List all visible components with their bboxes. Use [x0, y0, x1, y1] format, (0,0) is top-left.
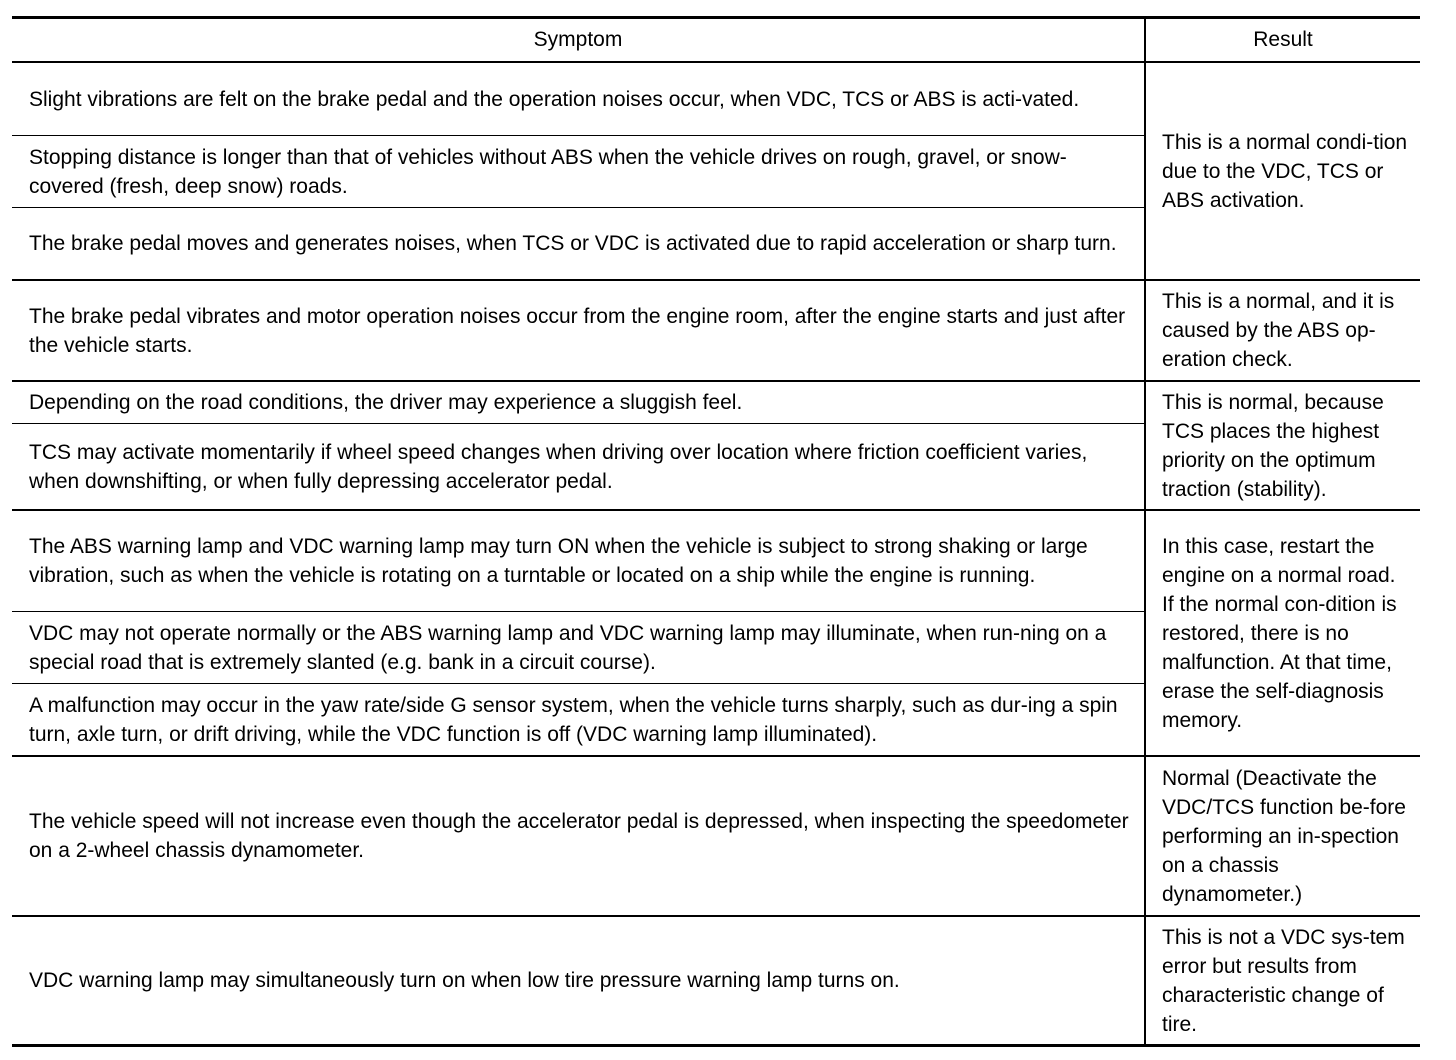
table-row	[12, 381, 1420, 424]
table-row	[12, 280, 1420, 381]
result-cell: Normal (Deactivate the VDC/TCS function be-fore performing an in-spection on a chassis dynamometer.)	[1145, 756, 1420, 916]
symptom-result-table	[12, 16, 1420, 1047]
symptom-cell: Slight vibrations are felt on the brake pedal and the operation noises occur, when VDC, TCS or ABS is acti-vated.	[12, 62, 1145, 136]
result-cell: This is a normal, and it is caused by the ABS op-eration check.	[1145, 280, 1420, 381]
symptom-cell: A malfunction may occur in the yaw rate/side G sensor system, when the vehicle turns sharply, such as dur-ing a spin turn, axle turn, or drift driving, while the VDC function is off (VDC warning lamp illuminated).	[12, 684, 1145, 757]
result-cell: This is not a VDC sys-tem error but results from characteristic change of tire.	[1145, 916, 1420, 1046]
table-row	[12, 62, 1420, 136]
table-row	[12, 510, 1420, 612]
symptom-cell: The vehicle speed will not increase even though the accelerator pedal is depressed, when inspecting the speedometer on a 2-wheel chassis dynamometer.	[12, 756, 1145, 916]
symptom-cell: VDC warning lamp may simultaneously turn on when low tire pressure warning lamp turns on.	[12, 916, 1145, 1046]
symptom-cell: Depending on the road conditions, the driver may experience a sluggish feel.	[12, 381, 1145, 424]
result-header: Result	[1145, 18, 1420, 63]
header-row	[12, 18, 1420, 63]
result-cell: This is normal, because TCS places the highest priority on the optimum traction (stability).	[1145, 381, 1420, 510]
symptom-cell: The brake pedal moves and generates noises, when TCS or VDC is activated due to rapid acceleration or sharp turn.	[12, 208, 1145, 281]
symptom-cell: TCS may activate momentarily if wheel speed changes when driving over location where friction coefficient varies, when downshifting, or when fully depressing accelerator pedal.	[12, 424, 1145, 511]
symptom-cell: The brake pedal vibrates and motor operation noises occur from the engine room, after the engine starts and just after the vehicle starts.	[12, 280, 1145, 381]
result-cell: This is a normal condi-tion due to the VDC, TCS or ABS activation.	[1145, 62, 1420, 280]
table-row	[12, 756, 1420, 916]
result-cell: In this case, restart the engine on a normal road. If the normal con-dition is restored, there is no malfunction. At that time, erase the self-diagnosis memory.	[1145, 510, 1420, 756]
table-row	[12, 916, 1420, 1046]
symptom-cell: Stopping distance is longer than that of vehicles without ABS when the vehicle drives on rough, gravel, or snow-covered (fresh, deep snow) roads.	[12, 136, 1145, 208]
symptom-cell: VDC may not operate normally or the ABS warning lamp and VDC warning lamp may illuminate, when run-ning on a special road that is extremely slanted (e.g. bank in a circuit course).	[12, 612, 1145, 684]
symptom-cell: The ABS warning lamp and VDC warning lamp may turn ON when the vehicle is subject to strong shaking or large vibration, such as when the vehicle is rotating on a turntable or located on a ship while the engine is running.	[12, 510, 1145, 612]
symptom-header: Symptom	[12, 18, 1145, 63]
